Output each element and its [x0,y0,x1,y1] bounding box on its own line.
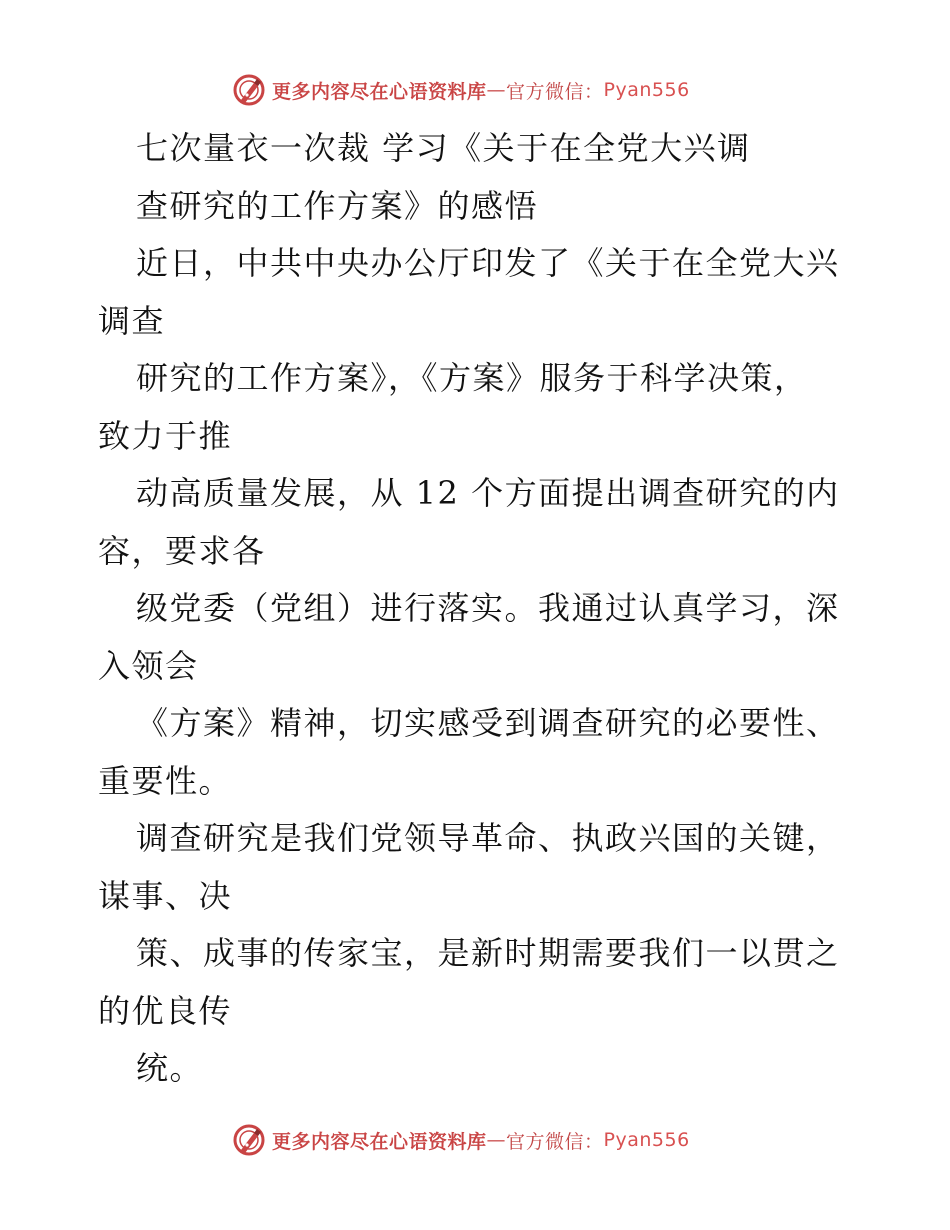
banner-separator: — [486,79,507,101]
header-banner [232,70,690,110]
banner-wechat-label: 官方微信： [506,80,604,103]
paragraph-line: 研究的工作方案》，《方案》服务于科学决策， [136,359,808,397]
pen-nib-seal-icon [232,1123,266,1157]
document-title-line-2: 查研究的工作方案》的感悟 [136,186,539,225]
banner-separator: — [486,1129,507,1151]
paragraph-line: 致力于推 [98,416,233,455]
paragraph-line: 级党委（党组）进行落实。我通过认真学习，深 [136,589,840,627]
banner-brand: 更多内容尽在心语资料库 [272,1130,487,1153]
paragraph-line: 谋事、决 [98,876,233,915]
banner-wechat-label: 官方微信： [506,1130,604,1153]
paragraph-line: 调查研究是我们党领导革命、执政兴国的关键， [136,819,840,857]
paragraph-line: 重要性。 [98,761,233,800]
banner-brand: 更多内容尽在心语资料库 [272,80,487,103]
paragraph-line: 近日，中共中央办公厅印发了《关于在全党大兴 [136,244,840,282]
banner-wechat-id: Pyan556 [603,1129,690,1151]
footer-banner [232,1120,690,1160]
paragraph-line: 统。 [136,1049,204,1087]
paragraph-line: 的优良传 [98,991,233,1030]
paragraph-line: 入领会 [98,646,199,685]
banner-wechat-id: Pyan556 [603,79,690,101]
document-body [98,120,858,1098]
pen-nib-seal-icon [232,73,266,107]
paragraph-line: 动高质量发展，从 12 个方面提出调查研究的内 [136,474,840,512]
paragraph-line: 《方案》精神，切实感受到调查研究的必要性、 [136,704,840,742]
paragraph-line: 容，要求各 [98,531,266,570]
paragraph-line: 调查 [98,301,166,340]
document-title-line-1: 七次量衣一次裁 学习《关于在全党大兴调 [136,129,751,167]
paragraph-line: 策、成事的传家宝，是新时期需要我们一以贯之 [136,934,840,972]
